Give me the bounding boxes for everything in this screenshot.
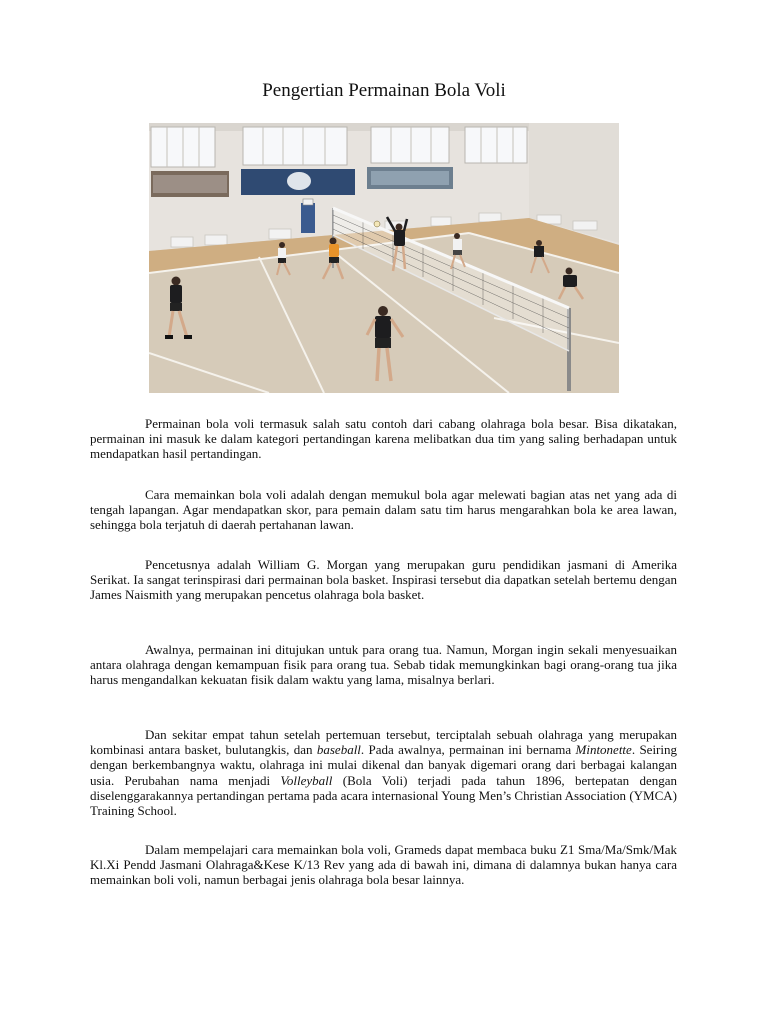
paragraph-4: Awalnya, permainan ini ditujukan untuk para orang tua. Namun, Morgan ingin sekali menyesuaikan antara olahraga dengan kemampuan fisik para orang tua. Sebab tidak memungkinkan bagi orang-orang tua jika harus mengandalkan kekuatan fisik dalam waktu yang lama, misalnya berlari. <box>90 642 677 688</box>
window-row <box>151 127 527 167</box>
paragraph-5-part-1: Dan sekitar empat tahun setelah pertemuan tersebut, terciptalah sebuah olahraga yang merupakan kombinasi antara basket, bulutangkis, dan <box>90 727 677 758</box>
paragraph-5-part-3: . Seiring dengan berkembangnya waktu, olahraga ini mulai dikenal dan banyak digemari orang dari berbagai kalangan usia. Perubahan nama menjadi <box>90 742 677 788</box>
paragraph-5 <box>90 727 677 818</box>
paragraph-5-term-mintonette: Mintonette <box>575 742 632 758</box>
paragraph-3: Pencetusnya adalah William G. Morgan yang merupakan guru pendidikan jasmani di Amerika Serikat. Ia sangat terinspirasi dari permainan bola basket. Inspirasi tersebut dia dapatkan setelah bertemu dengan James Naismith yang merupakan pencetus olahraga bola basket. <box>90 557 677 603</box>
page-title: Pengertian Permainan Bola Voli <box>262 80 506 101</box>
paragraph-5-term-baseball: baseball <box>316 742 361 758</box>
paragraph-5-part-4: (Bola Voli) terjadi pada tahun 1896, bertepatan dengan diselenggarakannya pertandingan pertama pada acara internasional Young Men’s Christian Association (YMCA) Training School. <box>90 772 677 819</box>
paragraph-6: Dalam mempelajari cara memainkan bola voli, Grameds dapat membaca buku Z1 Sma/Ma/Smk/Mak Kl.Xi Pendd Jasmani Olahraga&Kese K/13 Rev yang ada di bawah ini, dimana di dalamnya bukan hanya cara memainkan boli voli, namun berbagai jenis olahraga bola besar lainnya. <box>90 842 677 888</box>
paragraph-5-term-volleyball: Volleyball <box>280 772 333 788</box>
paragraph-1: Permainan bola voli termasuk salah satu contoh dari cabang olahraga bola besar. Bisa dikatakan, permainan ini masuk ke dalam kategori pertandingan karena melibatkan dua tim yang saling berhadapan untuk mendapatkan hasil pertandingan. <box>90 416 677 462</box>
paragraph-2: Cara memainkan bola voli adalah dengan memukul bola agar melewati bagian atas net yang ada di tengah lapangan. Agar mendapatkan skor, para pemain dalam satu tim harus mengarahkan bola ke area lawan, sehingga bola terjatuh di daerah pertahanan lawan. <box>90 487 677 533</box>
volleyball-court-photo <box>149 123 619 393</box>
paragraph-5-part-2: . Pada awalnya, permainan ini bernama <box>360 742 576 758</box>
